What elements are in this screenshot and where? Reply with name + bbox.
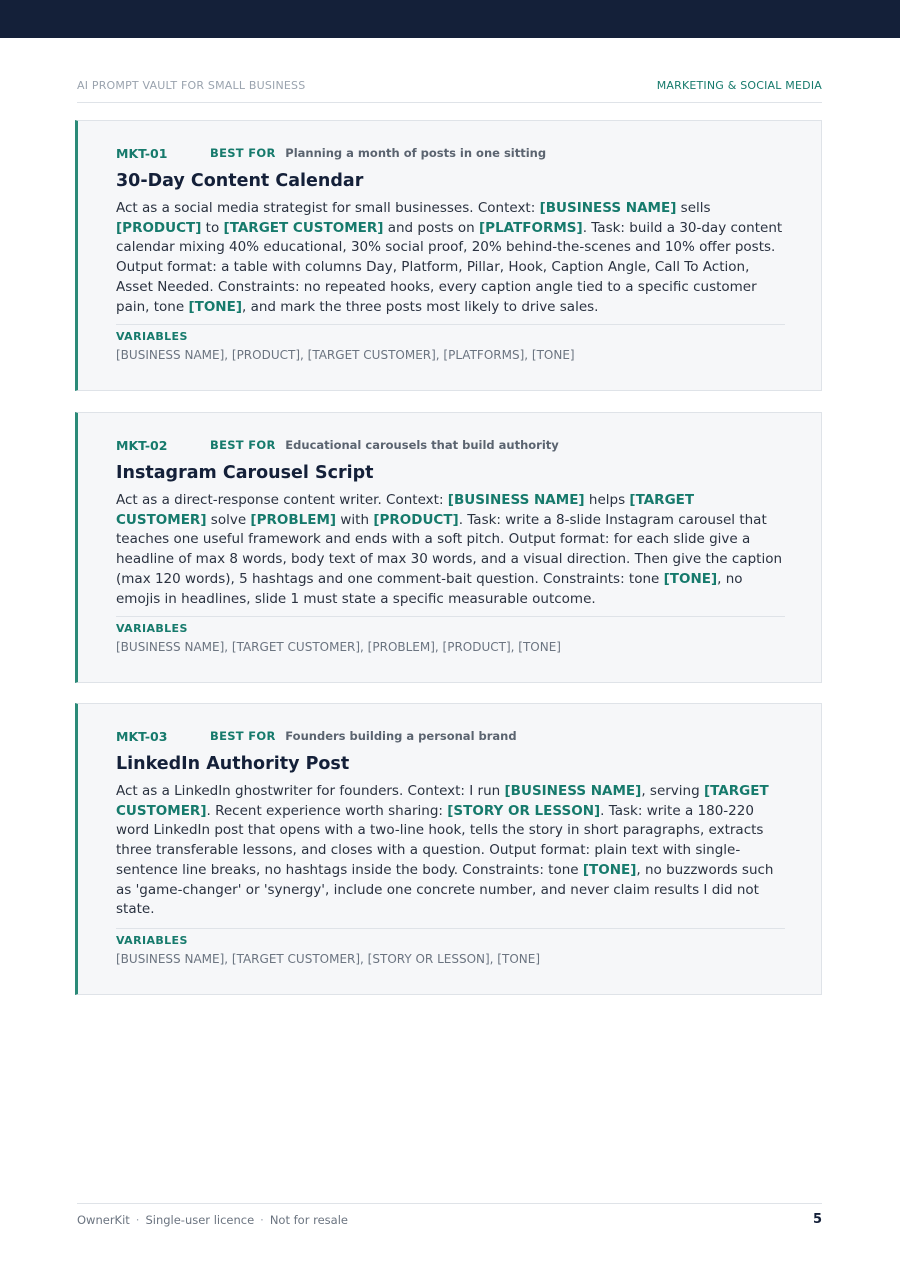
footer-separator: · [135,1213,140,1227]
best-for-text: Planning a month of posts in one sitting [285,146,547,160]
variable-placeholder: [TONE] [663,570,718,587]
variable-placeholder: [TONE] [582,861,637,878]
prompt-body: Act as a LinkedIn ghostwriter for founders. Context: I run [BUSINESS NAME], serving [TARGET CUSTOMER]. Recent experience worth sharing: [STORY OR LESSON]. Task: write a 180-220 word LinkedIn post that opens with a two-line hook, tells the story in short paragraphs, extracts three transferable lessons, and closes with a question. Output format: plain text with single-sentence line breaks, no hashtags inside the body. Constraints: tone [TONE], no buzzwords such as 'game-changer' or 'synergy', include one concrete number, and never claim results I did not state. [116,783,774,918]
prompt-title: 30-Day Content Calendar [116,171,364,191]
prompt-code: MKT-02 [116,438,168,453]
footer-licence: Single-user licence [145,1213,255,1227]
prompt-code: MKT-03 [116,729,168,744]
footer-separator: · [260,1213,264,1227]
variable-placeholder: [PLATFORMS] [479,219,583,236]
prompt-body: Act as a direct-response content writer. Context: [BUSINESS NAME] helps [TARGET CUSTOMER] solve [PROBLEM] with [PRODUCT]. Task: write a 8-slide Instagram carousel that teaches one useful framework and ends with a soft pitch. Output format: for each slide give a headline of max 8 words, body text of max 30 words, and a visual direction. Then give the caption (max 120 words), 5 hashtags and one comment-bait question. Constraints: tone [TONE], no emojis in headlines, slide 1 must state a specific measurable outcome. [116,492,783,607]
variables-list: [BUSINESS NAME], [TARGET CUSTOMER], [STORY OR LESSON], [TONE] [116,952,541,966]
prompt-card [75,703,822,995]
page-footer [77,1203,822,1233]
best-for-text: Educational carousels that build authority [285,438,559,452]
variable-placeholder: [PROBLEM] [250,511,337,528]
variable-placeholder: [STORY OR LESSON] [447,802,601,819]
variable-placeholder: [PRODUCT] [373,511,459,528]
best-for [210,729,517,743]
section-title: MARKETING & SOCIAL MEDIA [656,79,822,92]
top-band [0,0,900,38]
prompt-title: LinkedIn Authority Post [116,754,350,774]
variable-placeholder: [TONE] [188,298,242,315]
prompt-code: MKT-01 [116,146,168,161]
best-for-label: BEST FOR [210,438,276,452]
variable-placeholder: [BUSINESS NAME] [539,200,677,216]
footer-info [77,1213,348,1227]
variable-placeholder: [BUSINESS NAME] [447,492,585,508]
best-for-label: BEST FOR [210,729,276,743]
divider [116,324,785,325]
variable-placeholder: [TARGET CUSTOMER] [223,219,384,236]
best-for-label: BEST FOR [210,146,276,160]
page-number: 5 [812,1212,822,1227]
best-for [210,146,546,160]
card-meta [116,729,783,745]
card-meta [116,438,783,454]
variable-placeholder: [BUSINESS NAME] [504,783,642,799]
prompt-card [75,120,822,391]
card-meta [116,146,783,162]
variables-list: [BUSINESS NAME], [PRODUCT], [TARGET CUSTOMER], [PLATFORMS], [TONE] [116,348,575,362]
divider [116,928,785,929]
variable-placeholder: [TARGET CUSTOMER] [116,492,695,528]
footer-resale: Not for resale [269,1213,348,1227]
variables-label: VARIABLES [116,622,188,635]
variables-label: VARIABLES [116,934,188,947]
prompt-card [75,412,822,683]
document-title: AI PROMPT VAULT FOR SMALL BUSINESS [77,79,306,92]
best-for [210,438,559,452]
footer-brand: OwnerKit [77,1213,130,1227]
page-header [77,79,822,103]
variable-placeholder: [PRODUCT] [116,219,202,236]
variables-list: [BUSINESS NAME], [TARGET CUSTOMER], [PROBLEM], [PRODUCT], [TONE] [116,640,561,654]
variable-placeholder: [TARGET CUSTOMER] [116,783,769,819]
prompt-body: Act as a social media strategist for small businesses. Context: [BUSINESS NAME] sells [PRODUCT] to [TARGET CUSTOMER] and posts on [PLATFORMS]. Task: build a 30-day content calendar mixing 40% educational, 30% social proof, 20% behind-the-scenes and 10% offer posts. Output format: a table with columns Day, Platform, Pillar, Hook, Caption Angle, Call To Action, Asset Needed. Constraints: no repeated hooks, every caption angle tied to a specific customer pain, tone [TONE], and mark the three posts most likely to drive sales. [116,200,783,315]
prompt-title: Instagram Carousel Script [116,463,374,483]
variables-label: VARIABLES [116,330,188,343]
best-for-text: Founders building a personal brand [285,729,517,743]
divider [116,616,785,617]
